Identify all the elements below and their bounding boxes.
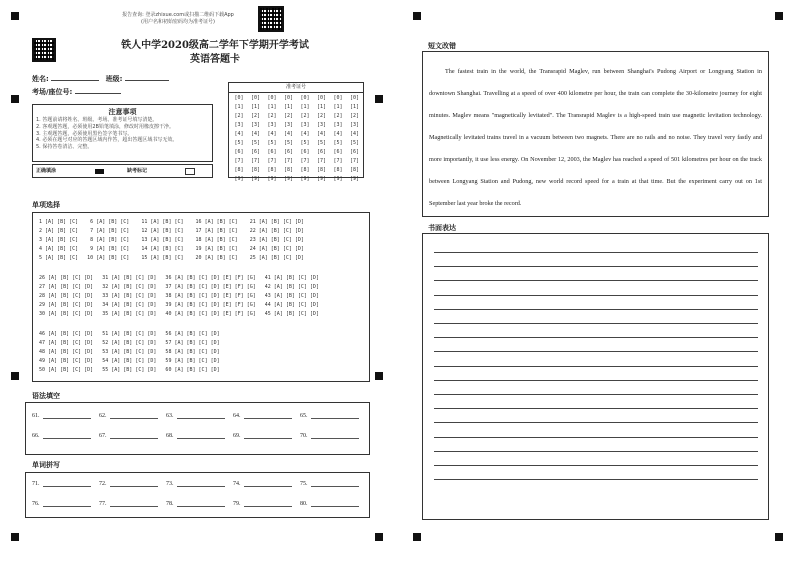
word-spelling-title: 单词拼写	[32, 461, 60, 469]
answer-line[interactable]	[110, 433, 158, 439]
grammar-fill-title: 语法填空	[32, 392, 60, 400]
answer-blank[interactable]	[166, 433, 225, 439]
notes-title: 注意事项	[108, 108, 137, 116]
exam-id-digit-bubble[interactable]: [8]	[250, 167, 261, 173]
note-item: 3. 主观题答题，必须使用黑色签字笔书写。	[36, 130, 133, 137]
answer-blank[interactable]	[233, 413, 292, 419]
notes-box	[32, 104, 213, 162]
exam-id-digit-bubble[interactable]: [1]	[283, 104, 294, 110]
exam-id-digit-bubble[interactable]: [5]	[316, 140, 327, 146]
answer-line[interactable]	[244, 501, 292, 507]
choice-row[interactable]: 50 [A] [B] [C] [D] 55 [A] [B] [C] [D] 60 [A] [B] [C] [D]	[39, 367, 220, 373]
answer-line[interactable]	[311, 433, 359, 439]
exam-id-digit-bubble[interactable]: [6]	[316, 149, 327, 155]
answer-blank[interactable]	[99, 501, 158, 507]
alignment-mark	[11, 12, 19, 20]
exam-id-box	[228, 82, 364, 182]
class-label: 班级:	[105, 75, 123, 83]
exam-id-digit-bubble[interactable]: [0]	[267, 95, 277, 101]
exam-id-digit-bubble[interactable]: [0]	[316, 95, 327, 101]
exam-id-digit-bubble[interactable]: [4]	[283, 131, 294, 137]
exam-id-column[interactable]	[316, 94, 328, 184]
exam-id-column[interactable]	[299, 94, 311, 184]
exam-id-digit-bubble[interactable]: [7]	[316, 158, 327, 164]
alignment-mark	[375, 372, 383, 380]
choice-row[interactable]: 47 [A] [B] [C] [D] 52 [A] [B] [C] [D] 57 [A] [B] [C] [D]	[39, 340, 220, 346]
student-info	[32, 74, 169, 97]
answer-line[interactable]	[43, 433, 91, 439]
writing-box[interactable]	[422, 233, 769, 520]
choice-row[interactable]: 1 [A] [B] [C] 6 [A] [B] [C] 11 [A] [B] [C] 16 [A] [B] [C] 21 [A] [B] [C] [D]	[39, 219, 304, 225]
exam-id-digit-bubble[interactable]: [3]	[316, 122, 327, 128]
exam-id-digit-bubble[interactable]: [9]	[283, 176, 294, 182]
choice-row[interactable]: 27 [A] [B] [C] [D] 32 [A] [B] [C] [D] 37 [A] [B] [C] [D] [E] [F] [G] 42 [A] [B] [C] [D]	[39, 284, 319, 290]
exam-id-digit-bubble[interactable]: [6]	[283, 149, 294, 155]
exam-id-digit-bubble[interactable]: [8]	[267, 167, 277, 173]
exam-id-digit-bubble[interactable]: [5]	[267, 140, 277, 146]
question-number: 70.	[300, 433, 308, 439]
exam-id-digit-bubble[interactable]: [9]	[267, 176, 277, 182]
answer-blank[interactable]	[166, 413, 225, 419]
exam-id-digit-bubble[interactable]: [2]	[267, 113, 277, 119]
exam-id-digit-bubble[interactable]: [1]	[267, 104, 277, 110]
exam-id-digit-bubble[interactable]: [9]	[300, 176, 310, 182]
answer-blank[interactable]	[300, 433, 359, 439]
answer-line[interactable]	[311, 501, 359, 507]
exam-id-digit-bubble[interactable]: [2]	[316, 113, 327, 119]
exam-id-digit-bubble[interactable]: [0]	[349, 95, 360, 101]
exam-id-digit-bubble[interactable]: [8]	[283, 167, 294, 173]
alignment-mark	[775, 533, 783, 541]
alignment-mark	[11, 372, 19, 380]
question-number: 75.	[300, 481, 308, 487]
writing-line	[434, 280, 758, 281]
question-number: 76.	[32, 501, 40, 507]
exam-id-digit-bubble[interactable]: [2]	[283, 113, 294, 119]
writing-line	[434, 451, 758, 452]
writing-line	[434, 295, 758, 296]
page-title: 铁人中学2020级高二学年下学期开学考试 英语答题卡	[121, 40, 309, 65]
writing-title: 书面表达	[428, 224, 456, 232]
exam-id-digit-bubble[interactable]: [5]	[234, 140, 244, 146]
exam-id-digit-bubble[interactable]: [7]	[333, 158, 343, 164]
exam-id-digit-bubble[interactable]: [7]	[267, 158, 277, 164]
exam-id-digit-bubble[interactable]: [6]	[234, 149, 244, 155]
answer-line[interactable]	[244, 481, 292, 487]
question-number: 71.	[32, 481, 40, 487]
exam-id-digit-bubble[interactable]: [8]	[316, 167, 327, 173]
exam-id-digit-bubble[interactable]: [1]	[300, 104, 310, 110]
answer-line[interactable]	[110, 481, 158, 487]
answer-line[interactable]	[177, 433, 225, 439]
writing-line	[434, 394, 758, 395]
exam-id-digit-bubble[interactable]: [0]	[234, 95, 244, 101]
single-choice-box[interactable]	[32, 212, 370, 382]
answer-blank[interactable]	[32, 433, 91, 439]
exam-id-column[interactable]	[332, 94, 344, 184]
app-qr-code	[258, 6, 284, 32]
report-query-note: 报告查询: 登录zhixue.com或扫描二维码下载App (用户名和初始密码均为准考证号)	[122, 12, 234, 25]
note-item: 5. 保持答卷清洁、完整。	[36, 144, 93, 150]
class-field[interactable]	[125, 80, 169, 81]
answer-blank[interactable]	[233, 433, 292, 439]
exam-id-digit-bubble[interactable]: [3]	[349, 122, 360, 128]
writing-line	[434, 351, 758, 352]
exam-id-column[interactable]	[349, 94, 361, 184]
exam-id-digit-bubble[interactable]: [9]	[316, 176, 327, 182]
question-number: 72.	[99, 481, 107, 487]
question-number: 64.	[233, 413, 241, 419]
exam-id-digit-bubble[interactable]: [0]	[250, 95, 261, 101]
writing-line	[434, 337, 758, 338]
exam-id-digit-bubble[interactable]: [4]	[250, 131, 261, 137]
answer-blank[interactable]	[99, 481, 158, 487]
writing-line	[434, 479, 758, 480]
alignment-mark	[11, 95, 19, 103]
note-item: 4. 必须在题号对应的答题区域内作答，超出答题区域书写无效。	[36, 137, 178, 144]
choice-row[interactable]: 28 [A] [B] [C] [D] 33 [A] [B] [C] [D] 38 [A] [B] [C] [D] [E] [F] [G] 43 [A] [B] [C] [D]	[39, 293, 319, 299]
note-item: 2. 客观题答题，必须使用2B铅笔填涂，修改时用橡皮擦干净。	[36, 123, 174, 130]
answer-blank[interactable]	[32, 413, 91, 419]
choice-row[interactable]: 46 [A] [B] [C] [D] 51 [A] [B] [C] [D] 56 [A] [B] [C] [D]	[39, 331, 220, 337]
answer-line[interactable]	[244, 433, 292, 439]
exam-id-digit-bubble[interactable]: [5]	[333, 140, 343, 146]
correct-fill-label: 正确填涂	[36, 168, 57, 174]
answer-blank[interactable]	[300, 501, 359, 507]
exam-id-digit-bubble[interactable]: [3]	[333, 122, 343, 128]
exam-id-digit-bubble[interactable]: [7]	[283, 158, 294, 164]
short-correction-title: 短文改错	[428, 42, 456, 50]
exam-id-digit-bubble[interactable]: [4]	[234, 131, 244, 137]
exam-id-column[interactable]	[266, 94, 278, 184]
alignment-mark	[775, 12, 783, 20]
question-number: 80.	[300, 501, 308, 507]
exam-id-digit-bubble[interactable]: [6]	[250, 149, 261, 155]
choice-row[interactable]: 4 [A] [B] [C] 9 [A] [B] [C] 14 [A] [B] [C] 19 [A] [B] [C] 24 [A] [B] [C] [D]	[39, 246, 304, 252]
answer-line[interactable]	[43, 501, 91, 507]
exam-id-digit-bubble[interactable]: [4]	[267, 131, 277, 137]
exam-id-digit-bubble[interactable]: [1]	[333, 104, 343, 110]
question-number: 68.	[166, 433, 174, 439]
answer-line[interactable]	[177, 501, 225, 507]
exam-id-digit-bubble[interactable]: [7]	[300, 158, 310, 164]
writing-line	[434, 408, 758, 409]
exam-id-digit-bubble[interactable]: [5]	[250, 140, 261, 146]
writing-line	[434, 422, 758, 423]
seat-label: 考场/座位号:	[32, 88, 73, 96]
exam-id-digit-bubble[interactable]: [3]	[283, 122, 294, 128]
answer-blank[interactable]	[233, 481, 292, 487]
exam-id-digit-bubble[interactable]: [0]	[300, 95, 310, 101]
exam-id-digit-bubble[interactable]: [9]	[250, 176, 261, 182]
exam-id-label: 准考证号	[229, 83, 363, 93]
exam-id-column[interactable]	[250, 94, 262, 184]
exam-id-digit-bubble[interactable]: [7]	[234, 158, 244, 164]
exam-id-digit-bubble[interactable]: [6]	[349, 149, 360, 155]
question-number: 74.	[233, 481, 241, 487]
question-number: 79.	[233, 501, 241, 507]
exam-id-digit-bubble[interactable]: [6]	[300, 149, 310, 155]
choice-row[interactable]: 48 [A] [B] [C] [D] 53 [A] [B] [C] [D] 58 [A] [B] [C] [D]	[39, 349, 220, 355]
exam-id-digit-bubble[interactable]: [9]	[349, 176, 360, 182]
writing-line	[434, 309, 758, 310]
exam-id-digit-bubble[interactable]: [0]	[333, 95, 343, 101]
exam-id-column[interactable]	[233, 94, 245, 184]
writing-line	[434, 252, 758, 253]
answer-blank[interactable]	[300, 481, 359, 487]
answer-blank[interactable]	[32, 481, 91, 487]
choice-row[interactable]: 3 [A] [B] [C] 8 [A] [B] [C] 13 [A] [B] [C] 18 [A] [B] [C] 23 [A] [B] [C] [D]	[39, 237, 304, 243]
exam-id-digit-bubble[interactable]: [4]	[349, 131, 360, 137]
short-correction-box	[422, 51, 769, 217]
exam-id-column[interactable]	[283, 94, 295, 184]
question-number: 73.	[166, 481, 174, 487]
exam-id-digit-bubble[interactable]: [8]	[300, 167, 310, 173]
exam-id-digit-bubble[interactable]: [5]	[300, 140, 310, 146]
writing-line	[434, 266, 758, 267]
exam-id-digit-bubble[interactable]: [2]	[300, 113, 310, 119]
exam-id-digit-bubble[interactable]: [3]	[300, 122, 310, 128]
correct-fill-sample	[95, 169, 104, 174]
absent-mark-label: 缺考标记	[127, 168, 148, 174]
answer-line[interactable]	[110, 413, 158, 419]
writing-line	[434, 437, 758, 438]
writing-line	[434, 366, 758, 367]
answer-line[interactable]	[43, 413, 91, 419]
exam-id-digit-bubble[interactable]: [4]	[300, 131, 310, 137]
name-field[interactable]	[51, 80, 99, 81]
question-number: 65.	[300, 413, 308, 419]
exam-id-digit-bubble[interactable]: [3]	[267, 122, 277, 128]
answer-line[interactable]	[110, 501, 158, 507]
question-number: 66.	[32, 433, 40, 439]
exam-id-digit-bubble[interactable]: [9]	[333, 176, 343, 182]
exam-id-digit-bubble[interactable]: [1]	[250, 104, 261, 110]
answer-line[interactable]	[177, 481, 225, 487]
correction-passage[interactable]: The fastest train in the world, the Transrapid Maglev, run between Shanghai's Pudong Airport or Longyang Station in downtown Shanghai. Travelling at a speed of over 400 kilometre per hour, the train can complete the 30-kilometre journey for eight minutes. Maglev means "magnetically levitated". The Transrapid Maglev is a high-speed train use magnetic levitation technology. Magnetically levitated trains travel in a vacuum between two magnets. There are no rails and no noise. They travel very fastly and more importantly, it use less energy. On November 12, 2003, the Maglev has reached a speed of 501 kilometres per hour on the track between Longyang Station and Pudong, new world record speed for a train at that time. But the experiment carry out on 1st September last year broke the record.	[429, 68, 762, 207]
choice-row[interactable]: 29 [A] [B] [C] [D] 34 [A] [B] [C] [D] 39 [A] [B] [C] [D] [E] [F] [G] 44 [A] [B] [C] [D]	[39, 302, 319, 308]
answer-line[interactable]	[311, 413, 359, 419]
writing-line	[434, 380, 758, 381]
exam-id-digit-bubble[interactable]: [4]	[333, 131, 343, 137]
question-number: 62.	[99, 413, 107, 419]
exam-id-digit-bubble[interactable]: [8]	[234, 167, 244, 173]
answer-blank[interactable]	[233, 501, 292, 507]
alignment-mark	[413, 533, 421, 541]
exam-id-digit-bubble[interactable]: [2]	[349, 113, 360, 119]
exam-id-digit-bubble[interactable]: [0]	[283, 95, 294, 101]
exam-id-digit-bubble[interactable]: [7]	[349, 158, 360, 164]
question-number: 69.	[233, 433, 241, 439]
fill-legend	[32, 164, 213, 178]
student-qr-code	[32, 38, 56, 62]
exam-id-digit-bubble[interactable]: [8]	[333, 167, 343, 173]
exam-id-digit-bubble[interactable]: [3]	[250, 122, 261, 128]
answer-blank[interactable]	[166, 501, 225, 507]
absent-mark-box[interactable]	[185, 168, 195, 175]
writing-line	[434, 323, 758, 324]
alignment-mark	[11, 533, 19, 541]
answer-line[interactable]	[43, 481, 91, 487]
exam-id-digit-bubble[interactable]: [6]	[333, 149, 343, 155]
exam-id-digit-bubble[interactable]: [8]	[349, 167, 360, 173]
alignment-mark	[375, 95, 383, 103]
seat-field[interactable]	[75, 93, 121, 94]
exam-id-digit-bubble[interactable]: [1]	[316, 104, 327, 110]
exam-id-digit-bubble[interactable]: [2]	[250, 113, 261, 119]
exam-id-digit-bubble[interactable]: [2]	[333, 113, 343, 119]
choice-row[interactable]: 26 [A] [B] [C] [D] 31 [A] [B] [C] [D] 36 [A] [B] [C] [D] [E] [F] [G] 41 [A] [B] [C] [D]	[39, 275, 319, 281]
name-label: 姓名:	[32, 75, 49, 83]
exam-id-grid[interactable]	[229, 93, 363, 182]
exam-id-digit-bubble[interactable]: [9]	[234, 176, 244, 182]
note-item: 1. 答题前请将姓名、班级、考场、准考证号填写清楚。	[36, 117, 158, 123]
alignment-mark	[413, 12, 421, 20]
choice-row[interactable]: 2 [A] [B] [C] 7 [A] [B] [C] 12 [A] [B] [C] 17 [A] [B] [C] 22 [A] [B] [C] [D]	[39, 228, 304, 234]
choice-row[interactable]: 30 [A] [B] [C] [D] 35 [A] [B] [C] [D] 40 [A] [B] [C] [D] [E] [F] [G] 45 [A] [B] [C] [D]	[39, 311, 319, 317]
exam-id-digit-bubble[interactable]: [2]	[234, 113, 244, 119]
exam-id-digit-bubble[interactable]: [6]	[267, 149, 277, 155]
grammar-fill-box[interactable]	[25, 402, 370, 455]
exam-id-digit-bubble[interactable]: [1]	[349, 104, 360, 110]
answer-blank[interactable]	[166, 481, 225, 487]
answer-line[interactable]	[311, 481, 359, 487]
answer-blank[interactable]	[300, 413, 359, 419]
answer-blank[interactable]	[32, 501, 91, 507]
exam-id-digit-bubble[interactable]: [7]	[250, 158, 261, 164]
choice-row[interactable]: 5 [A] [B] [C] 10 [A] [B] [C] 15 [A] [B] [C] 20 [A] [B] [C] 25 [A] [B] [C] [D]	[39, 255, 304, 261]
question-number: 77.	[99, 501, 107, 507]
exam-id-digit-bubble[interactable]: [1]	[234, 104, 244, 110]
single-choice-title: 单项选择	[32, 201, 60, 209]
question-number: 61.	[32, 413, 40, 419]
answer-blank[interactable]	[99, 413, 158, 419]
question-number: 67.	[99, 433, 107, 439]
question-number: 78.	[166, 501, 174, 507]
exam-id-digit-bubble[interactable]: [3]	[234, 122, 244, 128]
exam-id-digit-bubble[interactable]: [4]	[316, 131, 327, 137]
exam-id-digit-bubble[interactable]: [5]	[349, 140, 360, 146]
exam-id-digit-bubble[interactable]: [5]	[283, 140, 294, 146]
alignment-mark	[375, 533, 383, 541]
word-spelling-box[interactable]	[25, 472, 370, 518]
answer-line[interactable]	[177, 413, 225, 419]
choice-row[interactable]: 49 [A] [B] [C] [D] 54 [A] [B] [C] [D] 59 [A] [B] [C] [D]	[39, 358, 220, 364]
question-number: 63.	[166, 413, 174, 419]
writing-line	[434, 465, 758, 466]
answer-blank[interactable]	[99, 433, 158, 439]
answer-line[interactable]	[244, 413, 292, 419]
notes-list	[36, 117, 209, 151]
